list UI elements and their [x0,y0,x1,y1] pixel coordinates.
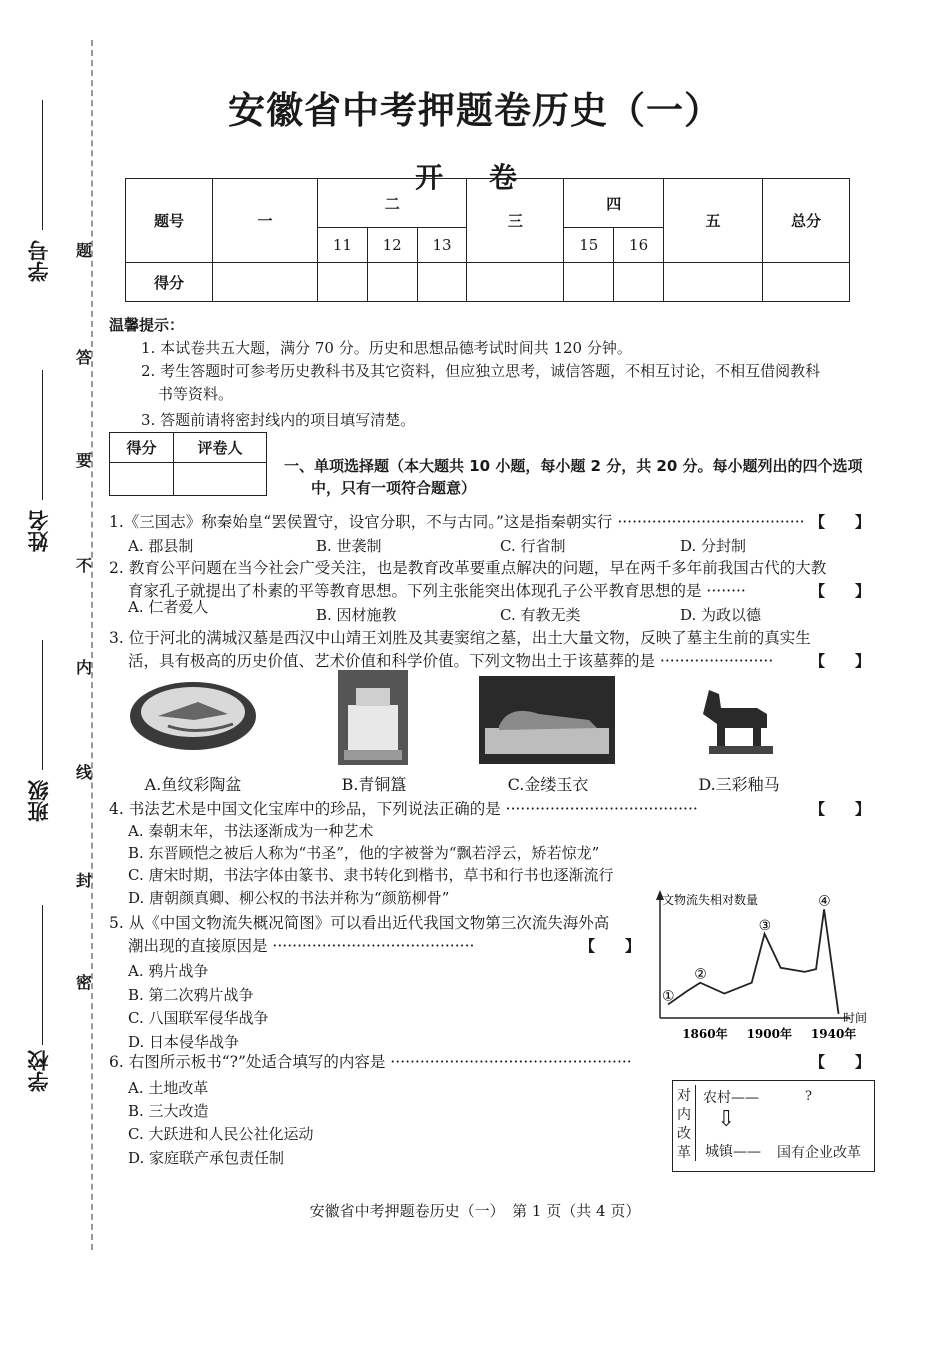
caption-b: B.青铜簋 [341,775,407,794]
option-b: B. 第二次鸦片战争 [128,986,254,1004]
question-5b: 潮出现的直接原因是 ········································· [128,937,475,955]
jade-burial-suit-image [479,676,615,764]
answer-bracket-4[interactable]: 【 】 [810,800,871,818]
seal-char: 不 [76,556,93,575]
option-b: B. 世袭制 [316,537,382,555]
caption-c: C.金缕玉衣 [507,775,589,794]
option-c: C. 有教无类 [500,606,581,624]
score-cell[interactable] [467,263,564,302]
option-a: A. 仁者爱人 [128,598,209,616]
score-cell[interactable] [367,263,417,302]
section-1-heading-a: 一、单项选择题（本大题共 10 小题，每小题 2 分，共 20 分。每小题列出的四个选项 [284,457,863,475]
answer-bracket-6[interactable]: 【 】 [810,1053,871,1071]
seal-char: 要 [76,451,93,470]
score-cell[interactable] [763,263,850,302]
score-cell[interactable] [318,263,368,302]
answer-bracket-3[interactable]: 【 】 [810,652,871,670]
score-col: 二 [318,179,467,228]
score-header-label: 题号 [126,179,213,263]
caption-a: A.鱼纹彩陶盆 [144,775,242,794]
score-cell[interactable] [213,263,318,302]
seal-char: 内 [76,658,93,677]
score-cell[interactable] [664,263,763,302]
page-footer: 安徽省中考押题卷历史（一） 第 1 页（共 4 页） [309,1202,641,1220]
option-d: D. 日本侵华战争 [128,1033,240,1051]
option-b: B. 因材施教 [316,606,397,624]
diagram-soe: 国有企业改革 [777,1145,861,1161]
name-label: 姓名 [27,510,51,552]
x-tick-label: 1860年 [682,1027,728,1041]
grader-score-label: 得分 [110,433,174,463]
name-field[interactable] [42,370,43,500]
option-c: C. 唐宋时期，书法字体由篆书、隶书转化到楷书，草书和行书也逐渐流行 [128,866,614,884]
tip-1: 1. 本试卷共五大题，满分 70 分。历史和思想品德考试时间共 120 分钟。 [141,339,632,357]
score-col: 三 [467,179,564,263]
diagram-side-label: 对内改革 [677,1088,691,1161]
score-table [125,178,850,302]
seal-dashed-line [91,40,93,1250]
seal-char: 密 [76,973,93,992]
option-d: D. 为政以德 [680,606,762,624]
score-subcol: 16 [614,228,664,263]
option-d: D. 家庭联产承包责任制 [128,1149,285,1167]
school-label: 学校 [27,1050,51,1092]
score-row-label: 得分 [126,263,213,302]
x-axis-label: 时间 [843,1011,868,1025]
option-c: C. 行省制 [500,537,566,555]
grader-score-cell[interactable] [110,463,174,496]
chart-title: 文物流失相对数量 [662,893,759,907]
score-subcol: 12 [367,228,417,263]
option-c: C. 八国联军侵华战争 [128,1009,269,1027]
section-1-heading-b: 中，只有一项符合题意） [311,479,477,497]
score-cell[interactable] [564,263,614,302]
seal-char: 答 [76,348,93,367]
option-a: A. 鸦片战争 [128,962,209,980]
peak-label: ② [694,966,707,983]
down-arrow-icon: ⇩ [717,1107,736,1132]
score-col: 四 [564,179,664,228]
score-col: 一 [213,179,318,263]
class-field[interactable] [42,640,43,770]
diagram-urban: 城镇—— [705,1144,761,1160]
score-subcol: 13 [417,228,467,263]
tip-3: 3. 答题前请将密封线内的项目填写清楚。 [141,411,416,429]
option-c: C. 大跃进和人民公社化运动 [128,1125,314,1143]
question-1: 1.《三国志》称秦始皇“罢侯置守，设官分职，不与古同。”这是指秦朝实行 ······································ [109,513,805,531]
seal-char: 题 [76,241,93,260]
question-6: 6. 右图所示板书“?”处适合填写的内容是 ················································· [109,1053,632,1071]
question-2b: 育家孔子就提出了朴素的平等教育思想。下列主张能突出体现孔子公平教育思想的是 ········ [128,582,746,600]
question-4: 4. 书法艺术是中国文化宝库中的珍品，下列说法正确的是 ······································· [109,800,698,818]
peak-label: ④ [818,893,831,910]
bronze-gui-image [338,670,408,765]
score-subcol: 11 [318,228,368,263]
school-field[interactable] [42,905,43,1045]
option-a: A. 秦朝末年，书法逐渐成为一种艺术 [128,822,374,840]
option-a: A. 郡县制 [128,537,194,555]
option-b: B. 东晋顾恺之被后人称为“书圣”，他的字被誉为“飘若浮云，矫若惊龙” [128,844,600,862]
answer-bracket-5[interactable]: 【 】 [580,937,641,955]
diagram-rural: 农村—— [703,1090,759,1106]
diagram-question-mark: ? [805,1089,812,1104]
caption-d: D.三彩釉马 [698,775,780,794]
question-2a: 2. 教育公平问题在当今社会广受关注，也是教育改革要重点解决的问题，早在两千多年前我国古代的大教 [109,559,827,577]
seal-char: 封 [76,871,93,890]
class-label: 班级 [27,780,51,822]
fish-pattern-pottery-basin-image [128,676,258,766]
tip-2b: 书等资料。 [158,385,234,403]
option-d: D. 分封制 [680,537,747,555]
student-id-label: 学号 [27,240,51,282]
reform-diagram [672,1080,875,1172]
cultural-relics-loss-chart [650,888,880,1048]
grader-table [109,432,267,496]
peak-label: ① [662,988,675,1005]
option-d: D. 唐朝颜真卿、柳公权的书法并称为“颜筋柳骨” [128,889,450,907]
score-subcol: 15 [564,228,614,263]
option-a: A. 土地改革 [128,1079,209,1097]
question-3b: 活，具有极高的历史价值、艺术价值和科学价值。下列文物出土于该墓葬的是 ······················· [128,652,774,670]
answer-bracket-2[interactable]: 【 】 [810,582,871,600]
tips-heading: 温馨提示： [109,316,185,334]
option-b: B. 三大改造 [128,1102,209,1120]
tip-2a: 2. 考生答题时可参考历史教科书及其它资料，但应独立思考，诚信答题，不相互讨论，不相互借阅教科 [141,362,821,380]
score-cell[interactable] [614,263,664,302]
diagram-bracket [695,1085,696,1161]
tricolor-glazed-horse-image [695,684,780,756]
question-5a: 5. 从《中国文物流失概况简图》可以看出近代我国文物第三次流失海外高 [109,914,610,932]
page-subtitle: 开 卷 [415,161,535,194]
answer-bracket-1[interactable]: 【 】 [810,513,871,531]
score-col: 总分 [763,179,850,263]
x-tick-label: 1900年 [746,1027,792,1041]
peak-label: ③ [758,917,772,934]
series-line [668,909,839,1014]
x-tick-label: 1940年 [810,1027,857,1041]
grader-name-label: 评卷人 [173,433,266,463]
grader-name-cell[interactable] [173,463,266,496]
score-col: 五 [664,179,763,263]
page-title: 安徽省中考押题卷历史（一） [228,89,722,132]
seal-char: 线 [76,763,93,782]
score-cell[interactable] [417,263,467,302]
question-3a: 3. 位于河北的满城汉墓是西汉中山靖王刘胜及其妻窦绾之墓，出土大量文物，反映了墓主生前的真实生 [109,629,811,647]
